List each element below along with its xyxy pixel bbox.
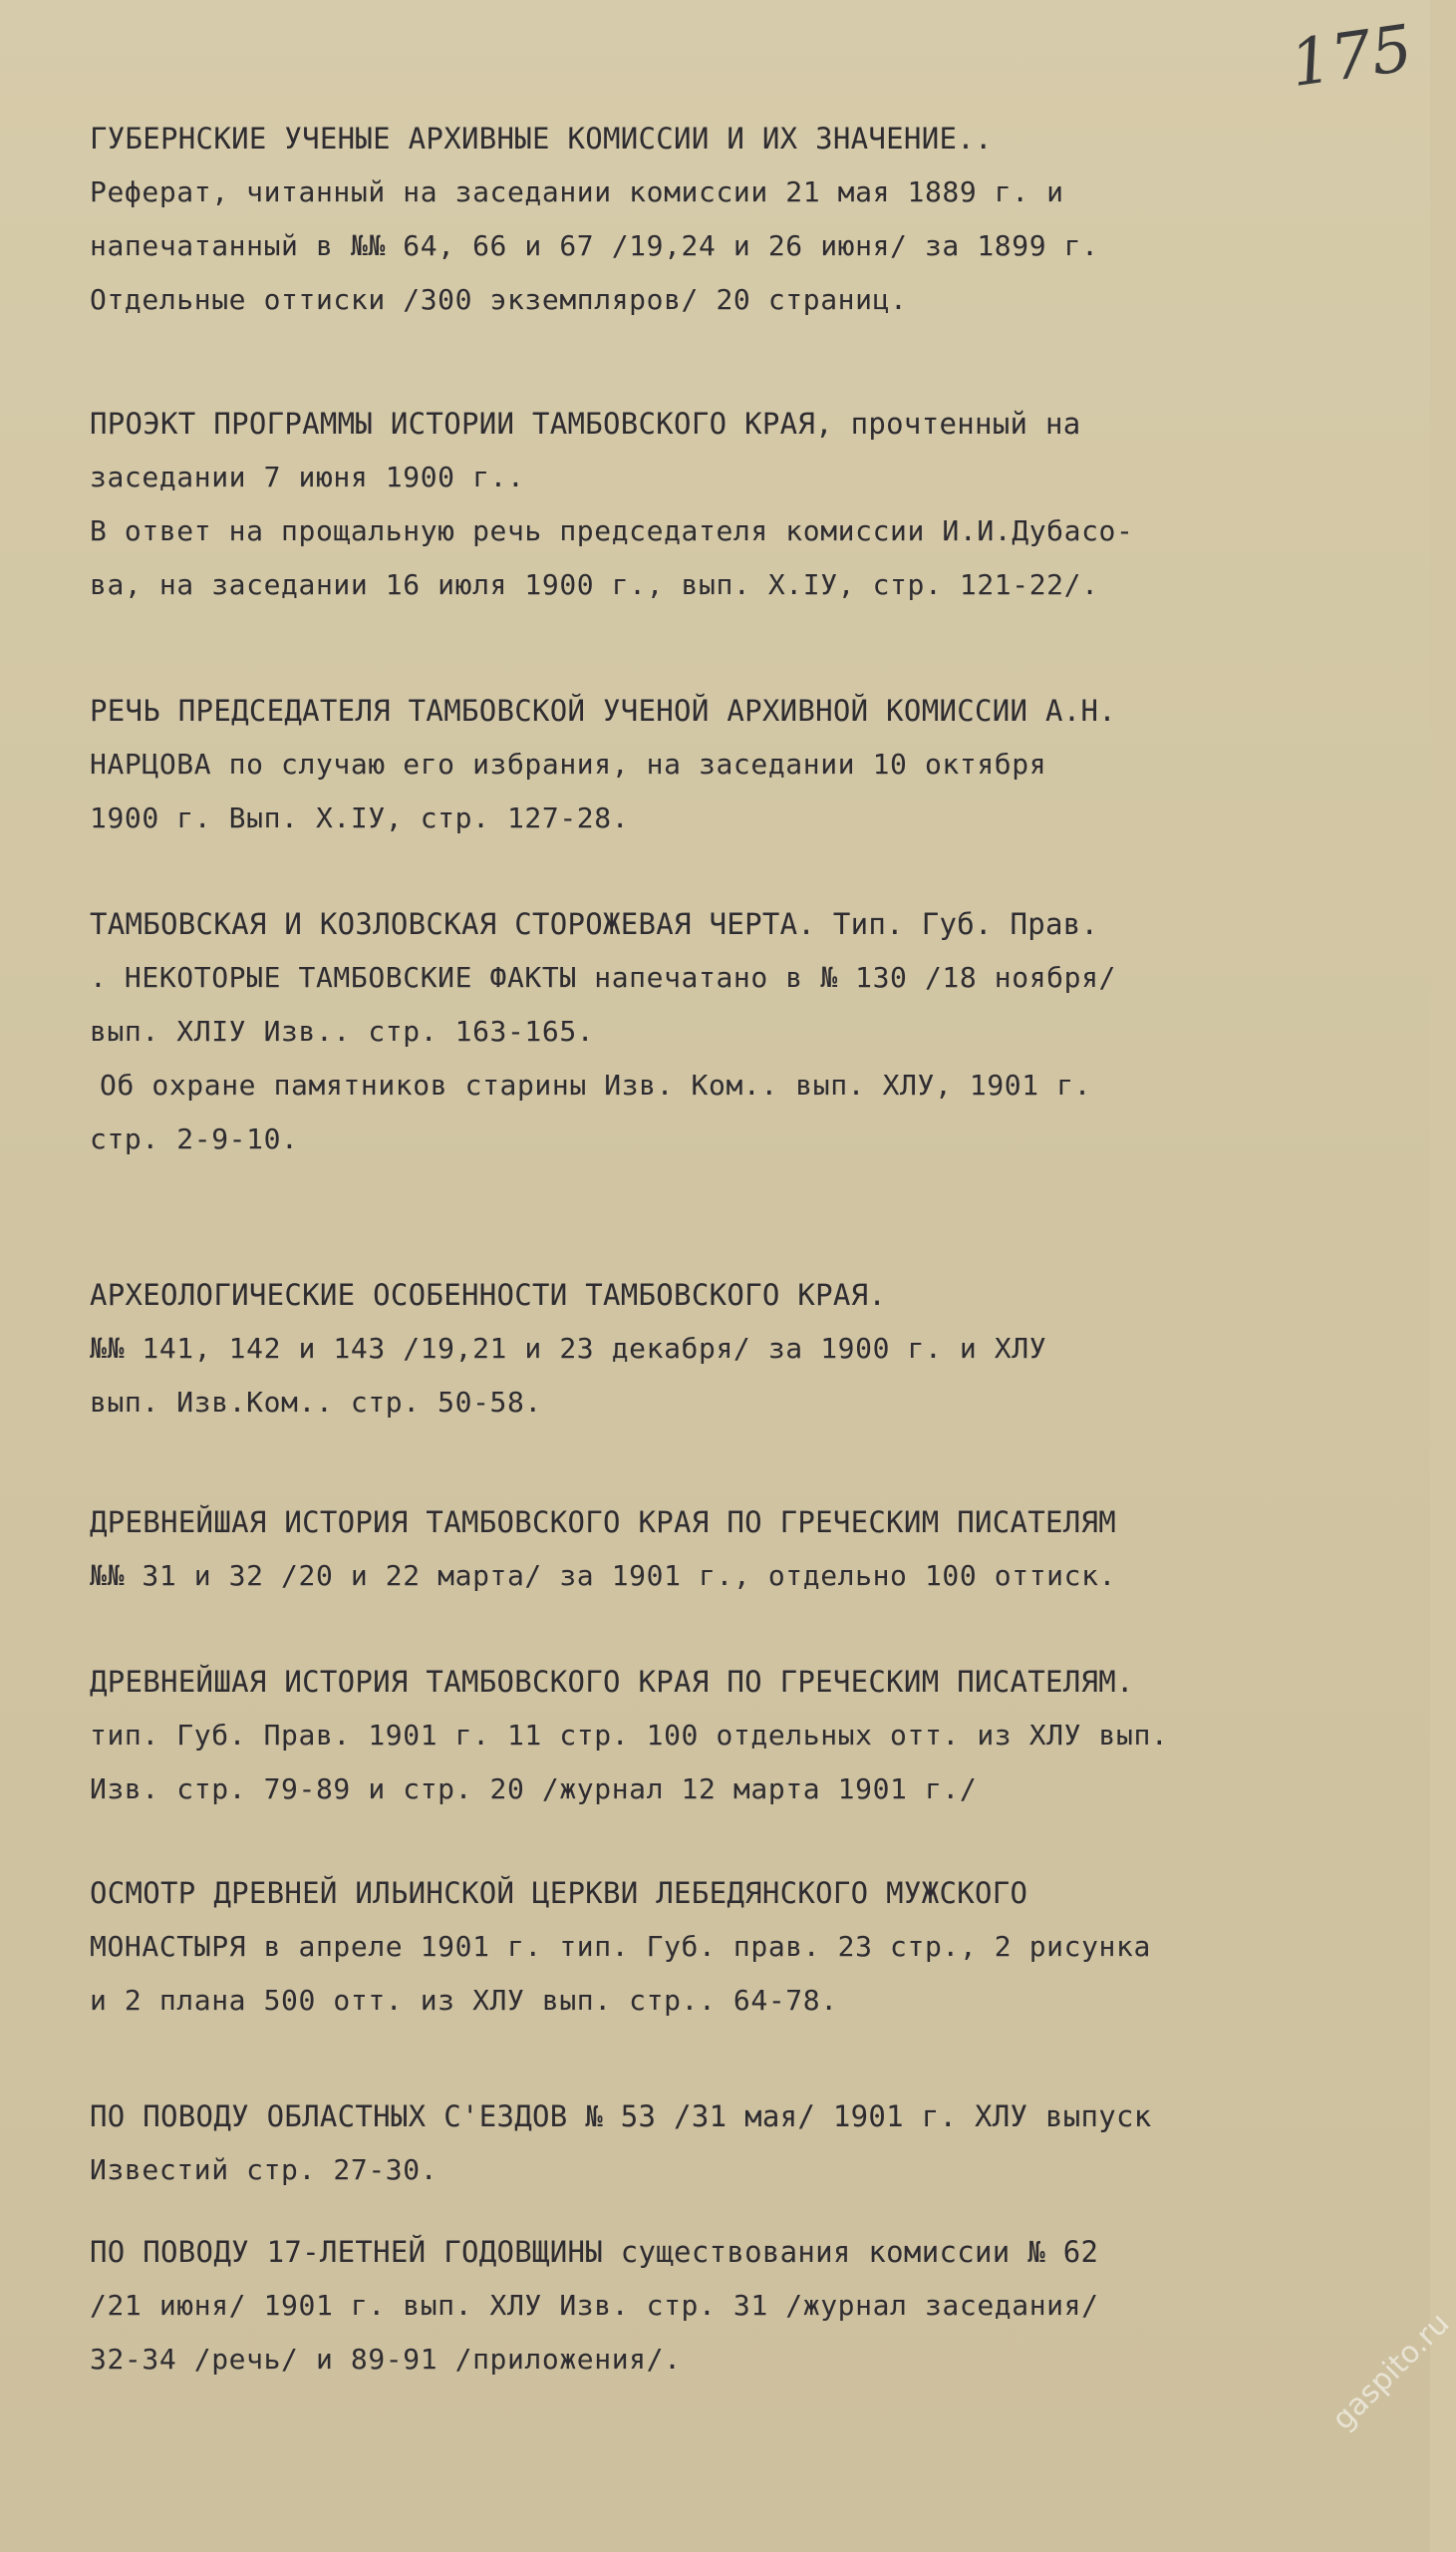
entry-line: ТАМБОВСКАЯ И КОЗЛОВСКАЯ СТОРОЖЕВАЯ ЧЕРТА. Тип. Губ. Прав. <box>90 907 1099 941</box>
entry-line: НАРЦОВА по случаю его избрания, на заседании 10 октября <box>90 748 1047 781</box>
entry-line: ПО ПОВОДУ 17-ЛЕТНЕЙ ГОДОВЩИНЫ существования комиссии № 62 <box>90 2235 1099 2269</box>
bibliography-entry <box>90 1268 1375 1430</box>
entry-line: заседании 7 июня 1900 г.. <box>90 461 525 493</box>
entry-line: Отдельные оттиски /300 экземпляров/ 20 страниц. <box>90 283 908 316</box>
entry-line: Известий стр. 27-30. <box>90 2153 438 2186</box>
entry-line: Изв. стр. 79-89 и стр. 20 /журнал 12 марта 1901 г./ <box>90 1772 978 1805</box>
entry-line: ва, на заседании 16 июля 1900 г., вып. Х.IУ, стр. 121-22/. <box>90 568 1099 601</box>
bibliography-entry <box>90 1495 1375 1603</box>
entry-line: ПРОЭКТ ПРОГРАММЫ ИСТОРИИ ТАМБОВСКОГО КРАЯ, прочтенный на <box>90 407 1081 441</box>
entry-line: напечатанный в №№ 64, 66 и 67 /19,24 и 26 июня/ за 1899 г. <box>90 229 1099 262</box>
entry-line: ГУБЕРНСКИЕ УЧЕНЫЕ АРХИВНЫЕ КОМИССИИ И ИХ ЗНАЧЕНИЕ.. <box>90 122 993 156</box>
entry-line: Об охране памятников старины Изв. Ком.. вып. ХЛУ, 1901 г. <box>100 1069 1092 1102</box>
bibliography-entry <box>90 112 1375 327</box>
entry-line: и 2 плана 500 отт. из ХЛУ вып. стр.. 64-78. <box>90 1984 838 2017</box>
entry-line: стр. 2-9-10. <box>90 1122 299 1155</box>
entry-line: РЕЧЬ ПРЕДСЕДАТЕЛЯ ТАМБОВСКОЙ УЧЕНОЙ АРХИВНОЙ КОМИССИИ А.Н. <box>90 694 1117 728</box>
bibliography-entry <box>90 397 1375 612</box>
entry-line: №№ 141, 142 и 143 /19,21 и 23 декабря/ за 1900 г. и ХЛУ <box>90 1332 1047 1365</box>
bibliography-entry <box>90 2089 1375 2197</box>
entry-line: Реферат, читанный на заседании комиссии 21 мая 1889 г. и <box>90 175 1064 208</box>
page-number: 175 <box>1286 11 1417 103</box>
bibliography-entry <box>90 1655 1375 1816</box>
entry-line: /21 июня/ 1901 г. вып. ХЛУ Изв. стр. 31 /журнал заседания/ <box>90 2289 1099 2322</box>
entry-line: вып. ХЛIУ Изв.. стр. 163-165. <box>90 1015 595 1048</box>
entry-line: АРХЕОЛОГИЧЕСКИЕ ОСОБЕННОСТИ ТАМБОВСКОГО КРАЯ. <box>90 1278 887 1312</box>
bibliography-entry <box>90 897 1375 1166</box>
watermark: gaspito.ru <box>1325 2306 1456 2437</box>
bibliography-entry <box>90 684 1375 845</box>
entry-line: ПО ПОВОДУ ОБЛАСТНЫХ С'ЕЗДОВ № 53 /31 мая/ 1901 г. ХЛУ выпуск <box>90 2099 1152 2133</box>
entry-line: вып. Изв.Ком.. стр. 50-58. <box>90 1386 542 1419</box>
entry-line: МОНАСТЫРЯ в апреле 1901 г. тип. Губ. прав. 23 стр., 2 рисунка <box>90 1930 1151 1963</box>
entry-line: ДРЕВНЕЙШАЯ ИСТОРИЯ ТАМБОВСКОГО КРАЯ ПО ГРЕЧЕСКИМ ПИСАТЕЛЯМ <box>90 1505 1117 1539</box>
entry-line: №№ 31 и 32 /20 и 22 марта/ за 1901 г., отдельно 100 оттиск. <box>90 1559 1116 1592</box>
entry-line: тип. Губ. Прав. 1901 г. 11 стр. 100 отдельных отт. из ХЛУ вып. <box>90 1719 1169 1752</box>
entry-line: В ответ на прощальную речь председателя комиссии И.И.Дубасо- <box>90 514 1134 547</box>
entry-line: 32-34 /речь/ и 89-91 /приложения/. <box>90 2343 682 2376</box>
entry-line: ДРЕВНЕЙШАЯ ИСТОРИЯ ТАМБОВСКОГО КРАЯ ПО ГРЕЧЕСКИМ ПИСАТЕЛЯМ. <box>90 1665 1134 1699</box>
bibliography-entry <box>90 2225 1375 2387</box>
entry-line: . НЕКОТОРЫЕ ТАМБОВСКИЕ ФАКТЫ напечатано в № 130 /18 ноября/ <box>90 961 1116 994</box>
bibliography-entry <box>90 1866 1375 2028</box>
entry-line: 1900 г. Вып. Х.IУ, стр. 127-28. <box>90 801 630 834</box>
entry-line: ОСМОТР ДРЕВНЕЙ ИЛЬИНСКОЙ ЦЕРКВИ ЛЕБЕДЯНСКОГО МУЖСКОГО <box>90 1876 1028 1910</box>
